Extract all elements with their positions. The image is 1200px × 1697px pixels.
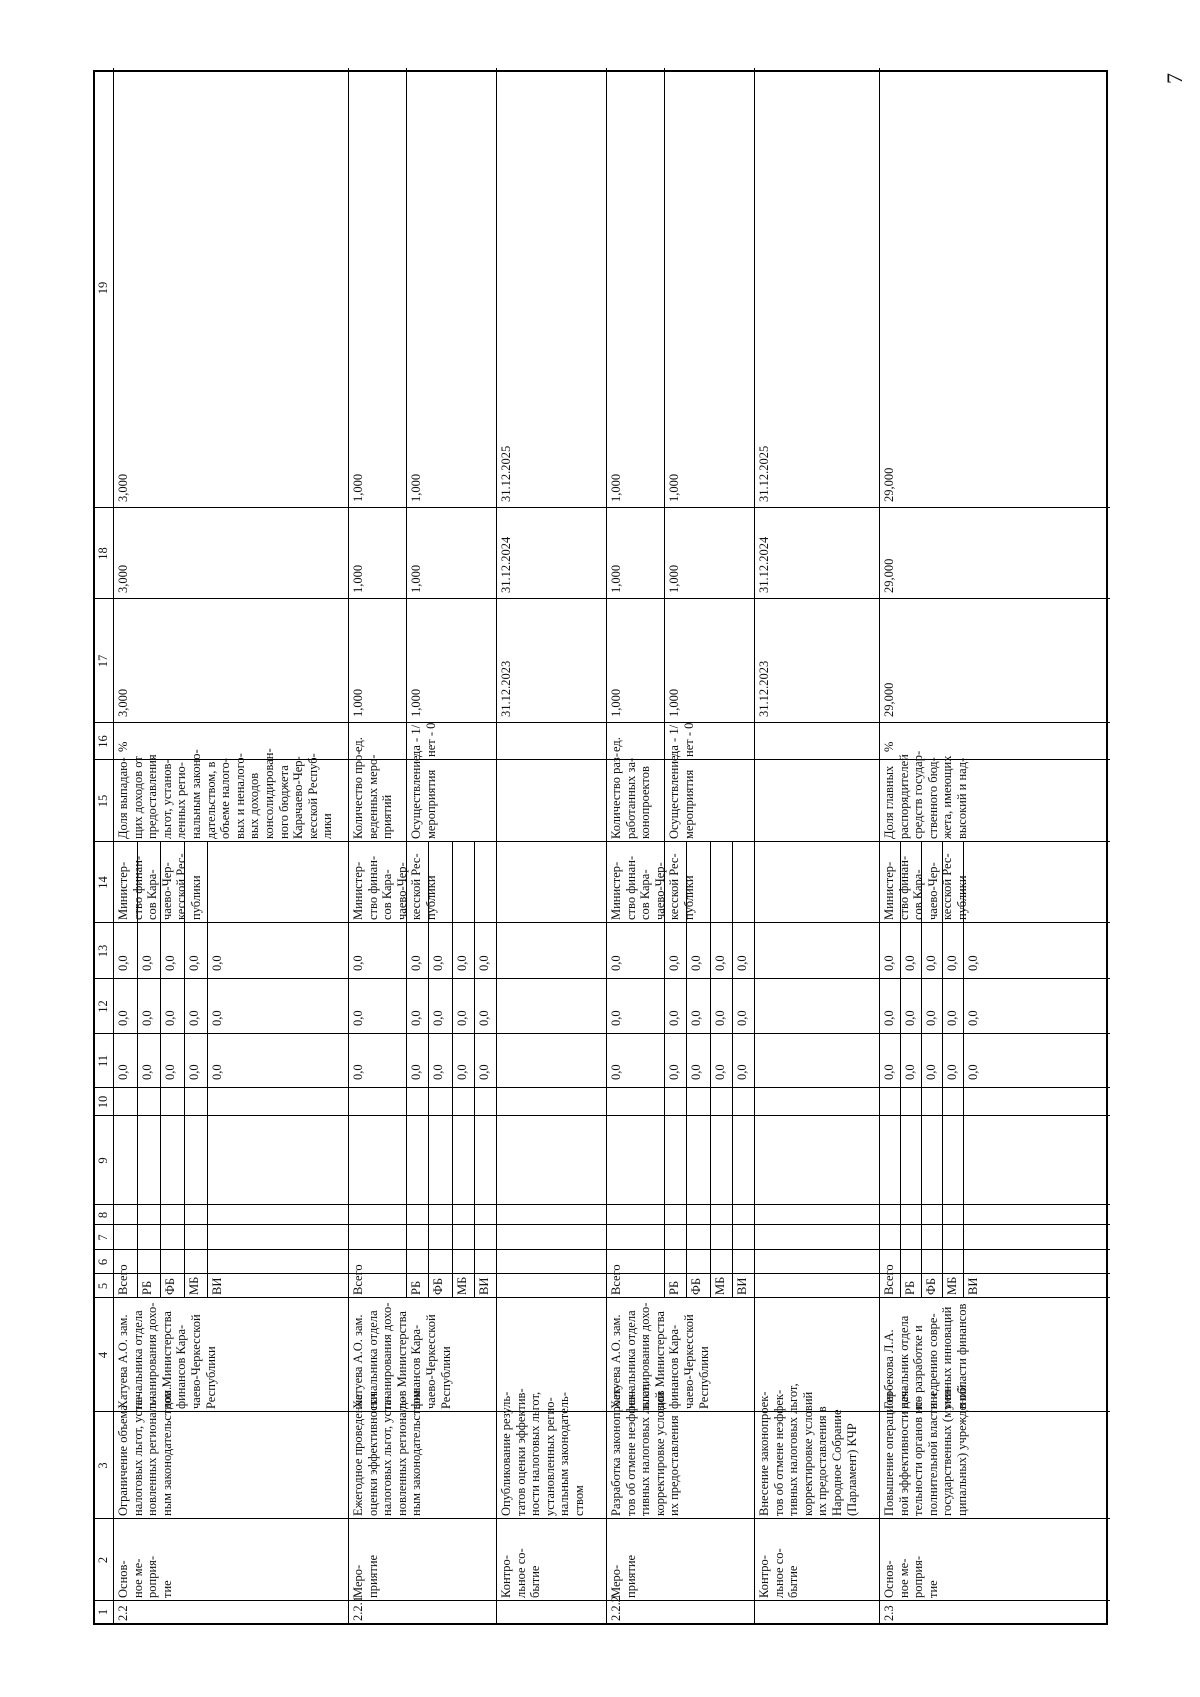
- value-2025: 1,000: [609, 473, 623, 502]
- column-divider: [95, 1087, 1110, 1088]
- column-header: 6: [96, 1258, 110, 1266]
- amount-c13: 0,0: [924, 955, 938, 971]
- row-type: Меро- приятие: [609, 1554, 638, 1598]
- executor: Министер- ство финан- сов Кара- чаево-Чер- кесской Рес- публики: [116, 853, 203, 920]
- column-header: 3: [96, 1462, 110, 1469]
- amount-c12: 0,0: [431, 1010, 445, 1026]
- value-2023: 29,000: [882, 682, 896, 717]
- indicator: Доля главных распорядителей средств государ- ственного бюд- жета, имеющих высокий и над-: [882, 750, 969, 839]
- funding-source: ВИ: [477, 1277, 491, 1295]
- value-2023: 1,000: [609, 688, 623, 717]
- column-header: 7: [96, 1234, 110, 1241]
- row-type: Контро- льное со- бытие: [499, 1548, 543, 1598]
- value-2025: 1,000: [409, 473, 423, 502]
- amount-c12: 0,0: [163, 1010, 177, 1026]
- amount-c11: 0,0: [477, 1064, 491, 1080]
- amount-c13: 0,0: [431, 955, 445, 971]
- column-header: 13: [96, 944, 110, 958]
- amount-c11: 0,0: [351, 1064, 365, 1080]
- amount-c12: 0,0: [139, 1010, 154, 1026]
- column-divider: [95, 1033, 1110, 1034]
- funding-source: Всего: [882, 1264, 896, 1295]
- amount-c11: 0,0: [966, 1064, 980, 1080]
- funding-source: МБ: [186, 1276, 201, 1295]
- value-2023: 1,000: [351, 688, 365, 717]
- column-header: 15: [96, 794, 110, 808]
- column-header: 18: [96, 547, 110, 560]
- responsible-person: Хатуева А.О. зам. начальника отдела планирования дохо- дов Министерства финансов Кара- чаево-Черкесской Республики: [351, 1302, 453, 1409]
- row-divider: [496, 68, 497, 1623]
- amount-c12: 0,0: [351, 1010, 365, 1026]
- amount-c11: 0,0: [139, 1064, 154, 1080]
- column-header: 10: [96, 1095, 110, 1109]
- funding-source: Всего: [116, 1264, 130, 1295]
- column-header: 16: [96, 735, 110, 748]
- amount-c11: 0,0: [116, 1064, 130, 1080]
- row-number: 2.2.2: [609, 1596, 623, 1621]
- column-divider: [95, 1297, 1110, 1298]
- column-divider: [95, 507, 1110, 508]
- value-2025: 1,000: [351, 473, 365, 502]
- funding-source: ФБ: [431, 1277, 445, 1295]
- date-2023: 31.12.2023: [499, 660, 513, 717]
- row-divider: [606, 68, 607, 1623]
- amount-c13: 0,0: [477, 955, 491, 971]
- value-2024: 29,000: [882, 558, 896, 593]
- column-header: 1: [96, 1608, 110, 1616]
- row-name: Повышение операцион- ной эффективности дея- тельности органов ис- полнительной власти и государственных (муни- ципальных) учреждений.: [882, 1381, 969, 1516]
- funding-source: РБ: [667, 1280, 681, 1295]
- amount-c11: 0,0: [186, 1064, 201, 1080]
- indicator: Количество про- веденных меро- приятий: [351, 750, 395, 839]
- amount-c11: 0,0: [667, 1064, 681, 1080]
- amount-c12: 0,0: [210, 1010, 224, 1026]
- value-2024: 1,000: [409, 564, 423, 593]
- responsible-person: Гербекова Л.А. начальник отдела по разработке и внедрению совре- менных инноваций в области финансов: [882, 1303, 969, 1409]
- column-divider: [95, 1600, 1110, 1601]
- value-2024: 1,000: [351, 564, 365, 593]
- indicator: Осуществление мероприятия: [667, 755, 696, 839]
- indicator: Осуществление мероприятия: [409, 755, 438, 839]
- value-2024: 1,000: [667, 564, 681, 593]
- amount-c13: 0,0: [713, 955, 727, 971]
- indicator-divider: [406, 68, 407, 842]
- row-number: 2.2.1: [351, 1596, 365, 1621]
- amount-c12: 0,0: [455, 1010, 469, 1026]
- subrow-divider: [452, 842, 453, 1298]
- row-type: Основ- ное ме- роприя- тие: [116, 1555, 174, 1598]
- column-divider: [95, 1518, 1110, 1519]
- funding-source: ФБ: [689, 1277, 703, 1295]
- funding-source: Всего: [351, 1264, 365, 1295]
- column-divider: [95, 1249, 1110, 1250]
- amount-c13: 0,0: [609, 955, 623, 971]
- amount-c11: 0,0: [609, 1064, 623, 1080]
- subrow-divider: [474, 842, 475, 1298]
- amount-c12: 0,0: [882, 1010, 896, 1026]
- executor: Министер- ство финан- сов Кара- чаево-Чер- кесской Рес- публики: [609, 853, 696, 920]
- column-divider: [95, 722, 1110, 723]
- column-header: 4: [96, 1351, 110, 1359]
- amount-c12: 0,0: [945, 1010, 959, 1026]
- funding-source: ФБ: [163, 1277, 177, 1295]
- column-divider: [95, 841, 1110, 842]
- subrow-divider: [732, 842, 733, 1298]
- amount-c11: 0,0: [713, 1064, 727, 1080]
- funding-source: Всего: [609, 1264, 623, 1295]
- amount-c11: 0,0: [689, 1064, 703, 1080]
- program-table: [93, 70, 1108, 1625]
- row-type: Контро- льное со- бытие: [757, 1548, 801, 1598]
- row-divider: [754, 68, 755, 1623]
- column-header: 11: [96, 1054, 110, 1068]
- unit: да - 1/ нет - 0: [409, 722, 438, 757]
- amount-c12: 0,0: [409, 1010, 423, 1026]
- amount-c13: 0,0: [966, 955, 980, 971]
- row-name: Ежегодное проведение оценки эффективности налоговых льгот, уста- новленных региональ- ным законодательством: [351, 1389, 424, 1516]
- date-2024: 31.12.2024: [757, 536, 771, 593]
- date-2024: 31.12.2024: [499, 536, 513, 593]
- column-divider: [95, 922, 1110, 923]
- amount-c13: 0,0: [903, 955, 917, 971]
- column-header: 9: [96, 1157, 110, 1164]
- funding-source: РБ: [903, 1280, 917, 1295]
- amount-c12: 0,0: [966, 1010, 980, 1026]
- subrow-divider: [207, 842, 208, 1298]
- amount-c11: 0,0: [431, 1064, 445, 1080]
- column-divider: [95, 978, 1110, 979]
- amount-c13: 0,0: [409, 955, 423, 971]
- value-2023: 1,000: [409, 688, 423, 717]
- amount-c13: 0,0: [186, 955, 201, 971]
- funding-source: МБ: [713, 1276, 727, 1295]
- unit: ед.: [609, 737, 623, 752]
- row-number: 2.2: [116, 1605, 130, 1621]
- row-number: 2.3: [882, 1605, 896, 1621]
- amount-c13: 0,0: [210, 955, 224, 971]
- amount-c13: 0,0: [455, 955, 469, 971]
- date-2025: 31.12.2025: [499, 445, 513, 502]
- funding-source: РБ: [409, 1280, 423, 1295]
- amount-c12: 0,0: [477, 1010, 491, 1026]
- date-2025: 31.12.2025: [757, 445, 771, 502]
- column-divider: [95, 1115, 1110, 1116]
- row-name: Опубликование резуль- татов оценки эффектив- ности налоговых льгот, установленных регио- нальным законодатель- ством: [499, 1388, 586, 1516]
- value-2025: 1,000: [667, 473, 681, 502]
- row-name: Ограничение объема налоговых льгот, уста- новленных региональ- ным законодательством.: [116, 1386, 174, 1516]
- indicator: Количество раз- работанных за- конопроектов: [609, 753, 653, 839]
- amount-c11: 0,0: [903, 1064, 917, 1080]
- amount-c11: 0,0: [735, 1064, 749, 1080]
- amount-c12: 0,0: [713, 1010, 727, 1026]
- row-type: Основ- ное ме- роприя- тие: [882, 1555, 940, 1598]
- value-2024: 3,000: [116, 564, 130, 593]
- funding-source: РБ: [139, 1280, 154, 1295]
- responsible-person: Хатуева А.О. зам. начальника отдела планирования дохо- дов Министерства финансов Кара- чаево-Черкесской Республики: [609, 1302, 711, 1409]
- amount-c13: 0,0: [689, 955, 703, 971]
- amount-c13: 0,0: [667, 955, 681, 971]
- amount-c13: 0,0: [882, 955, 896, 971]
- unit: %: [116, 741, 130, 752]
- amount-c11: 0,0: [163, 1064, 177, 1080]
- unit: %: [882, 741, 896, 752]
- column-divider: [95, 1204, 1110, 1205]
- amount-c11: 0,0: [210, 1064, 224, 1080]
- amount-c12: 0,0: [186, 1010, 201, 1026]
- amount-c13: 0,0: [945, 955, 959, 971]
- funding-source: МБ: [945, 1276, 959, 1295]
- amount-c12: 0,0: [924, 1010, 938, 1026]
- column-divider: [95, 1273, 1110, 1274]
- funding-source: ФБ: [924, 1277, 938, 1295]
- responsible-person: Хатуева А.О. зам. начальника отдела планирования дохо- дов Министерства финансов Кара- чаево-Черкесской Республики: [116, 1302, 218, 1409]
- amount-c12: 0,0: [689, 1010, 703, 1026]
- amount-c13: 0,0: [163, 955, 177, 971]
- column-header: 12: [96, 1000, 110, 1013]
- value-2025: 3,000: [116, 473, 130, 502]
- funding-source: ВИ: [966, 1277, 980, 1295]
- funding-source: ВИ: [210, 1277, 224, 1295]
- funding-source: ВИ: [735, 1277, 749, 1295]
- executor: Министер- ство финан- сов Кара- чаево-Чер- кесской Рес- публики: [882, 853, 969, 920]
- amount-c12: 0,0: [735, 1010, 749, 1026]
- unit: ед.: [351, 737, 365, 752]
- column-header: 14: [96, 876, 110, 889]
- value-2024: 1,000: [609, 564, 623, 593]
- amount-c12: 0,0: [903, 1010, 917, 1026]
- amount-c11: 0,0: [409, 1064, 423, 1080]
- column-header: 8: [96, 1211, 110, 1219]
- amount-c11: 0,0: [455, 1064, 469, 1080]
- amount-c11: 0,0: [882, 1064, 896, 1080]
- amount-c12: 0,0: [116, 1010, 130, 1026]
- amount-c13: 0,0: [139, 955, 154, 971]
- amount-c12: 0,0: [609, 1010, 623, 1026]
- unit: да - 1/ нет - 0: [667, 722, 696, 757]
- amount-c12: 0,0: [667, 1010, 681, 1026]
- amount-c13: 0,0: [116, 955, 130, 971]
- executor: Министер- ство финан- сов Кара- чаево-Чер- кесской Рес- публики: [351, 853, 438, 920]
- column-divider: [95, 598, 1110, 599]
- value-2023: 3,000: [116, 688, 130, 717]
- row-name: Разработка законопроек- тов об отмене неэффек- тивных налоговых льгот, корректировке условий их предоставления: [609, 1383, 682, 1516]
- column-divider: [95, 1224, 1110, 1225]
- subrow-divider: [710, 842, 711, 1298]
- row-type: Меро- приятие: [351, 1554, 380, 1598]
- date-2023: 31.12.2023: [757, 660, 771, 717]
- row-divider: [879, 68, 880, 1623]
- header-divider: [113, 68, 114, 1623]
- value-2025: 29,000: [882, 467, 896, 502]
- row-divider: [348, 68, 349, 1623]
- amount-c11: 0,0: [924, 1064, 938, 1080]
- column-header: 2: [96, 1556, 110, 1564]
- row-name: Внесение законопроек- тов об отмене неэффек- тивных налоговых льгот, корректировке условий их предоставления в Народное Собрание (Парламент) КЧР: [757, 1383, 859, 1516]
- amount-c13: 0,0: [351, 955, 365, 971]
- amount-c13: 0,0: [735, 955, 749, 971]
- column-header: 19: [96, 281, 110, 295]
- amount-c11: 0,0: [945, 1064, 959, 1080]
- column-header: 17: [96, 654, 110, 668]
- value-2023: 1,000: [667, 688, 681, 717]
- page-number: 7: [1162, 73, 1187, 84]
- funding-source: МБ: [455, 1276, 469, 1295]
- indicator: Доля выпадаю- щих доходов от предоставления льгот, установ- ленных регио- нальным законо- дательством, в объеме налого- вых и неналого- вых доходов консолидирован- ного бюджета Карачаево-Чер- кесской Респуб- лики: [116, 748, 335, 839]
- indicator-divider: [664, 68, 665, 842]
- column-header: 5: [96, 1282, 110, 1290]
